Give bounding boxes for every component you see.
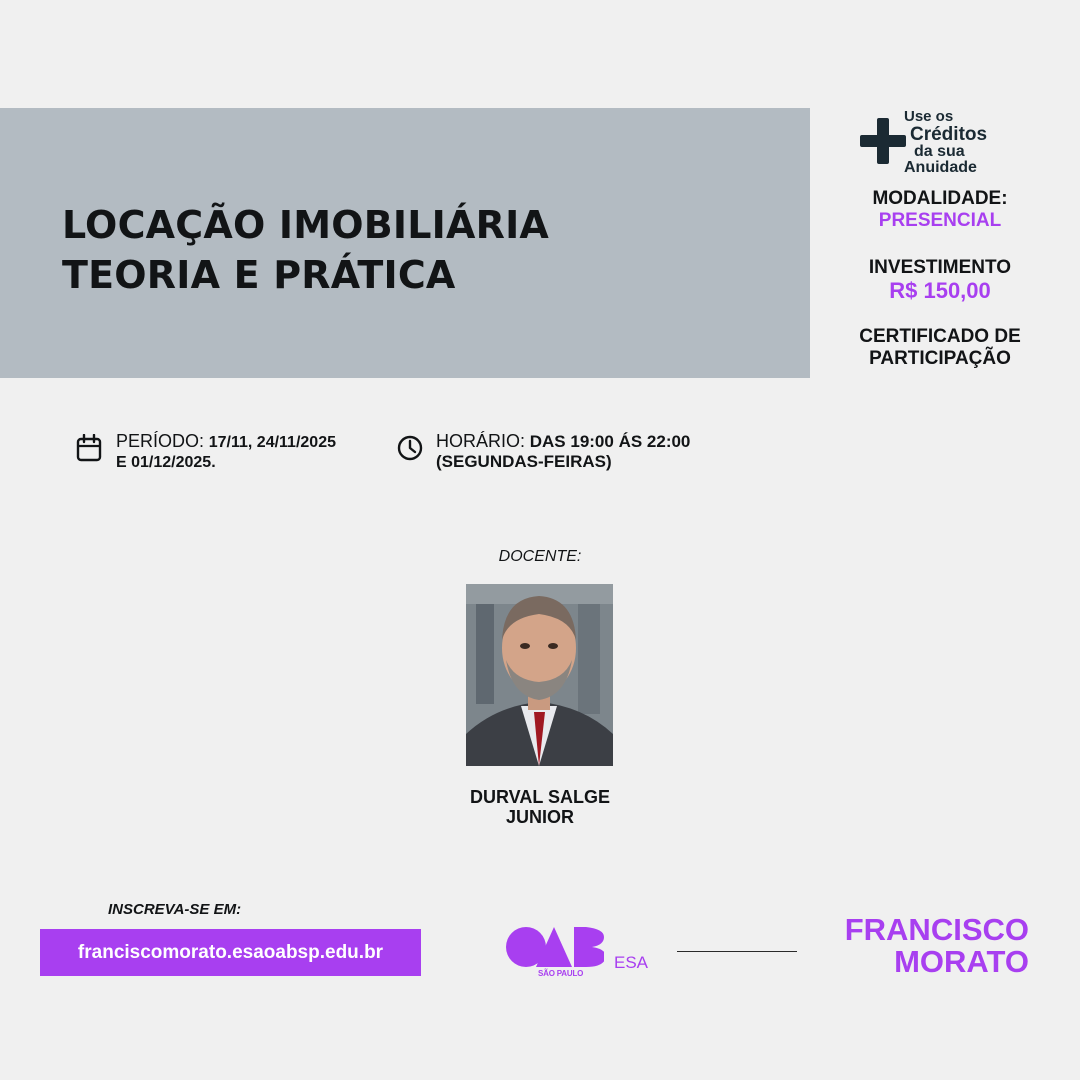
footer-divider — [677, 951, 797, 952]
signup-url-link[interactable]: franciscomorato.esaoabsp.edu.br — [40, 929, 421, 976]
modalidade-value: PRESENCIAL — [878, 210, 1002, 231]
investimento-value: R$ 150,00 — [889, 278, 991, 303]
oab-logo-subtitle: SÃO PAULO — [538, 969, 584, 978]
periodo-label: PERÍODO: — [116, 431, 205, 451]
certificado-line1: CERTIFICADO DE — [859, 326, 1021, 347]
periodo-value: 17/11, 24/11/2025 — [208, 434, 336, 451]
docente-label: DOCENTE: — [498, 548, 582, 565]
signup-label: INSCREVA-SE EM: — [108, 901, 242, 918]
docente-portrait — [466, 584, 613, 766]
plus-icon — [860, 118, 906, 164]
investimento-block — [830, 257, 1050, 303]
horario-value: DAS 19:00 ÁS 22:00 — [529, 432, 691, 451]
docente-photo — [466, 584, 613, 766]
esa-label: ESA — [614, 953, 649, 972]
investimento-label: INVESTIMENTO — [868, 257, 1012, 278]
credits-text — [902, 109, 987, 176]
credits-line2: Créditos — [910, 124, 988, 145]
modalidade-block — [830, 188, 1050, 232]
credits-badge — [858, 108, 1018, 174]
certificado-line2: PARTICIPAÇÃO — [869, 348, 1011, 369]
city-line1: FRANCISCO — [844, 912, 1029, 947]
course-title — [62, 200, 549, 300]
credits-line3: da sua — [914, 143, 965, 160]
clock-icon — [396, 434, 424, 462]
city-line2: MORATO — [894, 944, 1029, 979]
credits-line1: Use os — [904, 108, 954, 125]
course-title-line2: TEORIA E PRÁTICA — [62, 253, 456, 297]
horario-label: HORÁRIO: — [436, 431, 526, 451]
course-title-line1: LOCAÇÃO IMOBILIÁRIA — [62, 203, 550, 247]
docente-name — [440, 787, 640, 827]
certificado-block — [830, 326, 1050, 370]
credits-line4: Anuidade — [904, 159, 977, 176]
docente-name-line2: JUNIOR — [505, 807, 574, 827]
periodo-line1 — [116, 430, 336, 454]
horario-line1 — [436, 430, 690, 453]
calendar-icon — [76, 434, 102, 462]
periodo-value2: E 01/12/2025. — [116, 454, 216, 471]
docente-name-line1: DURVAL SALGE — [469, 787, 611, 807]
horario-value2: (SEGUNDAS-FEIRAS) — [436, 452, 612, 471]
city-name — [800, 914, 1029, 978]
modalidade-label: MODALIDADE: — [872, 188, 1008, 209]
